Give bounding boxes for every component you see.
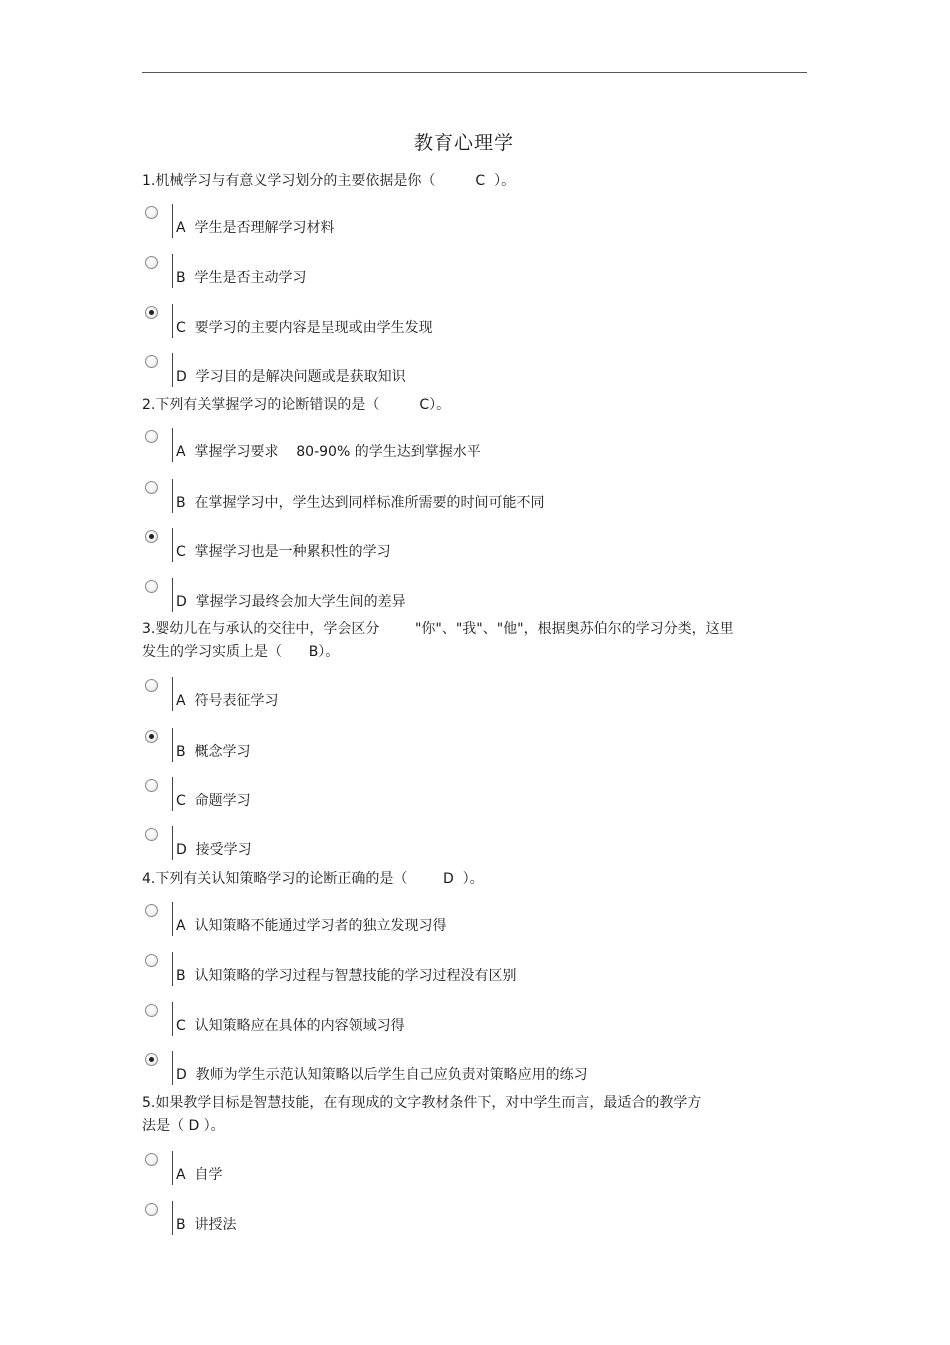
option-4c[interactable] <box>145 1004 745 1040</box>
option-label: C 要学习的主要内容是呈现或由学生发现 <box>176 320 433 336</box>
radio-button-icon[interactable] <box>145 206 158 219</box>
option-divider <box>172 578 173 612</box>
option-label: B 认知策略的学习过程与智慧技能的学习过程没有区别 <box>176 968 517 984</box>
radio-button-icon[interactable] <box>145 679 158 692</box>
radio-button-icon[interactable] <box>145 1004 158 1017</box>
option-divider <box>172 777 173 811</box>
option-divider <box>172 677 173 711</box>
option-label: D 教师为学生示范认知策略以后学生自己应负责对策略应用的练习 <box>176 1067 588 1083</box>
option-3a[interactable] <box>145 679 745 715</box>
question-text: 3.婴幼儿在与承认的交往中，学会区分 "你"、"我"、"他"，根据奥苏伯尔的学习分类，这里 <box>142 621 734 637</box>
option-label: C 掌握学习也是一种累积性的学习 <box>176 544 391 560</box>
radio-button-icon[interactable] <box>145 256 158 269</box>
option-4b[interactable] <box>145 954 745 990</box>
radio-button-icon[interactable] <box>145 1203 158 1216</box>
option-1c[interactable] <box>145 306 745 342</box>
option-4a[interactable] <box>145 904 745 940</box>
question-text-continued: 法是（ D ）。 <box>142 1118 225 1134</box>
option-2a[interactable] <box>145 430 745 466</box>
question-text: 1.机械学习与有意义学习划分的主要依据是你（ C ）。 <box>142 173 516 189</box>
question-4 <box>142 868 792 891</box>
option-3c[interactable] <box>145 779 745 815</box>
option-label: B 学生是否主动学习 <box>176 270 307 286</box>
option-4d[interactable] <box>145 1053 745 1089</box>
header-rule <box>142 72 807 73</box>
option-2b[interactable] <box>145 481 745 517</box>
option-divider <box>172 1002 173 1036</box>
option-divider <box>172 1151 173 1185</box>
radio-button-icon[interactable] <box>145 904 158 917</box>
radio-button-icon[interactable] <box>145 779 158 792</box>
option-label: C 认知策略应在具体的内容领域习得 <box>176 1018 405 1034</box>
radio-button-icon[interactable] <box>145 828 158 841</box>
option-divider <box>172 479 173 513</box>
option-3b[interactable] <box>145 730 745 766</box>
option-divider <box>172 204 173 238</box>
question-text: 2.下列有关掌握学习的论断错误的是（ C）。 <box>142 397 451 413</box>
option-1d[interactable] <box>145 355 745 391</box>
option-label: D 学习目的是解决问题或是获取知识 <box>176 369 406 385</box>
option-label: B 在掌握学习中，学生达到同样标准所需要的时间可能不同 <box>176 495 545 511</box>
page-title: 教育心理学 <box>413 132 514 154</box>
radio-button-checked-icon[interactable] <box>145 530 158 543</box>
option-2c[interactable] <box>145 530 745 566</box>
option-label: A 符号表征学习 <box>176 693 279 709</box>
option-1b[interactable] <box>145 256 745 292</box>
radio-button-icon[interactable] <box>145 954 158 967</box>
option-2d[interactable] <box>145 580 745 616</box>
option-divider <box>172 304 173 338</box>
radio-button-icon[interactable] <box>145 430 158 443</box>
option-divider <box>172 1201 173 1235</box>
question-5 <box>142 1092 792 1138</box>
option-label: A 认知策略不能通过学习者的独立发现习得 <box>176 918 447 934</box>
question-3 <box>142 618 792 664</box>
question-text: 4.下列有关认知策略学习的论断正确的是（ D ）。 <box>142 871 484 887</box>
option-1a[interactable] <box>145 206 745 242</box>
option-divider <box>172 254 173 288</box>
radio-button-icon[interactable] <box>145 355 158 368</box>
option-divider <box>172 528 173 562</box>
option-divider <box>172 1051 173 1085</box>
option-label: B 讲授法 <box>176 1217 237 1233</box>
question-2 <box>142 394 792 417</box>
option-label: B 概念学习 <box>176 744 251 760</box>
option-label: A 掌握学习要求 80-90% 的学生达到掌握水平 <box>176 444 481 460</box>
question-1 <box>142 170 792 193</box>
radio-button-icon[interactable] <box>145 1153 158 1166</box>
option-divider <box>172 728 173 762</box>
question-text: 5.如果教学目标是智慧技能，在有现成的文字教材条件下，对中学生而言，最适合的教学方 <box>142 1095 702 1111</box>
option-5b[interactable] <box>145 1203 745 1239</box>
radio-button-icon[interactable] <box>145 481 158 494</box>
option-label: C 命题学习 <box>176 793 251 809</box>
option-label: D 接受学习 <box>176 842 252 858</box>
option-divider <box>172 826 173 860</box>
option-label: A 学生是否理解学习材料 <box>176 220 335 236</box>
option-label: D 掌握学习最终会加大学生间的差异 <box>176 594 406 610</box>
radio-button-checked-icon[interactable] <box>145 730 158 743</box>
option-5a[interactable] <box>145 1153 745 1189</box>
radio-button-icon[interactable] <box>145 580 158 593</box>
radio-button-checked-icon[interactable] <box>145 306 158 319</box>
question-text-continued: 发生的学习实质上是（ B）。 <box>142 644 340 660</box>
radio-button-checked-icon[interactable] <box>145 1053 158 1066</box>
option-3d[interactable] <box>145 828 745 864</box>
option-divider <box>172 428 173 462</box>
option-divider <box>172 902 173 936</box>
option-divider <box>172 353 173 387</box>
option-divider <box>172 952 173 986</box>
option-label: A 自学 <box>176 1167 223 1183</box>
